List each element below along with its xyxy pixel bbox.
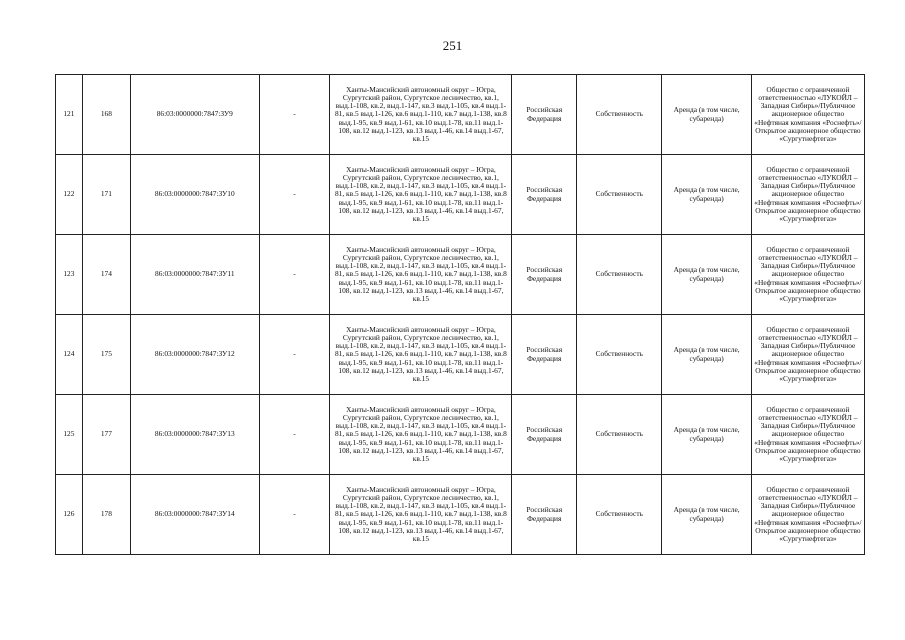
cadastral-number: 86:03:0000000:7847:ЗУ14 bbox=[131, 475, 259, 555]
plot-address: Ханты-Мансийский автономный округ – Югра, Сургутский район, Сургутское лесничество, кв.1, выд.1-108, кв.2, выд.1-147, кв.3 выд.1-105, кв.4 выд.1-81, кв.5 выд.1-126, кв.6 выд.1-110, кв.7 выд.1-138, кв.8 выд.1-95, кв.9 выд.1-61, кв.10 выд.1-78, кв.11 выд.1-108, кв.12 выд.1-123, кв.13 выд.1-46, кв.14 выд.1-67, кв.15 bbox=[330, 155, 512, 235]
table-row bbox=[56, 155, 865, 235]
row-number: 122 bbox=[56, 155, 83, 235]
page-number: 251 bbox=[442, 38, 463, 53]
cadastral-number: 86:03:0000000:7847:ЗУ9 bbox=[131, 75, 259, 155]
encumbrance-type: Аренда (в том числе, субаренда) bbox=[662, 155, 751, 235]
owner: Российская Федерация bbox=[512, 235, 577, 315]
row-number: 126 bbox=[56, 475, 83, 555]
area-value: - bbox=[259, 395, 330, 475]
right-type: Собственность bbox=[577, 235, 662, 315]
plot-address: Ханты-Мансийский автономный округ – Югра, Сургутский район, Сургутское лесничество, кв.1, выд.1-108, кв.2, выд.1-147, кв.3 выд.1-105, кв.4 выд.1-81, кв.5 выд.1-126, кв.6 выд.1-110, кв.7 выд.1-138, кв.8 выд.1-95, кв.9 выд.1-61, кв.10 выд.1-78, кв.11 выд.1-108, кв.12 выд.1-123, кв.13 выд.1-46, кв.14 выд.1-67, кв.15 bbox=[330, 475, 512, 555]
plot-address: Ханты-Мансийский автономный округ – Югра, Сургутский район, Сургутское лесничество, кв.1, выд.1-108, кв.2, выд.1-147, кв.3 выд.1-105, кв.4 выд.1-81, кв.5 выд.1-126, кв.6 выд.1-110, кв.7 выд.1-138, кв.8 выд.1-95, кв.9 выд.1-61, кв.10 выд.1-78, кв.11 выд.1-108, кв.12 выд.1-123, кв.13 выд.1-46, кв.14 выд.1-67, кв.15 bbox=[330, 315, 512, 395]
plot-address: Ханты-Мансийский автономный округ – Югра, Сургутский район, Сургутское лесничество, кв.1, выд.1-108, кв.2, выд.1-147, кв.3 выд.1-105, кв.4 выд.1-81, кв.5 выд.1-126, кв.6 выд.1-110, кв.7 выд.1-138, кв.8 выд.1-95, кв.9 выд.1-61, кв.10 выд.1-78, кв.11 выд.1-108, кв.12 выд.1-123, кв.13 выд.1-46, кв.14 выд.1-67, кв.15 bbox=[330, 235, 512, 315]
table-row bbox=[56, 235, 865, 315]
area-value: - bbox=[259, 475, 330, 555]
cadastral-number: 86:03:0000000:7847:ЗУ11 bbox=[131, 235, 259, 315]
right-holder: Общество с ограниченной ответственностью «ЛУКОЙЛ – Западная Сибирь»/Публичное акционерное общество «Нефтяная компания «Роснефть»/Открытое акционерное общество «Сургутнефтегаз» bbox=[751, 395, 864, 475]
right-holder: Общество с ограниченной ответственностью «ЛУКОЙЛ – Западная Сибирь»/Публичное акционерное общество «Нефтяная компания «Роснефть»/Открытое акционерное общество «Сургутнефтегаз» bbox=[751, 475, 864, 555]
row-number: 124 bbox=[56, 315, 83, 395]
area-value: - bbox=[259, 315, 330, 395]
encumbrance-type: Аренда (в том числе, субаренда) bbox=[662, 315, 751, 395]
table-row bbox=[56, 315, 865, 395]
plot-id: 171 bbox=[82, 155, 130, 235]
plot-id: 178 bbox=[82, 475, 130, 555]
right-holder: Общество с ограниченной ответственностью «ЛУКОЙЛ – Западная Сибирь»/Публичное акционерное общество «Нефтяная компания «Роснефть»/Открытое акционерное общество «Сургутнефтегаз» bbox=[751, 75, 864, 155]
plot-address: Ханты-Мансийский автономный округ – Югра, Сургутский район, Сургутское лесничество, кв.1, выд.1-108, кв.2, выд.1-147, кв.3 выд.1-105, кв.4 выд.1-81, кв.5 выд.1-126, кв.6 выд.1-110, кв.7 выд.1-138, кв.8 выд.1-95, кв.9 выд.1-61, кв.10 выд.1-78, кв.11 выд.1-108, кв.12 выд.1-123, кв.13 выд.1-46, кв.14 выд.1-67, кв.15 bbox=[330, 75, 512, 155]
plot-id: 175 bbox=[82, 315, 130, 395]
plot-id: 174 bbox=[82, 235, 130, 315]
row-number: 121 bbox=[56, 75, 83, 155]
owner: Российская Федерация bbox=[512, 315, 577, 395]
owner: Российская Федерация bbox=[512, 395, 577, 475]
plot-id: 168 bbox=[82, 75, 130, 155]
owner: Российская Федерация bbox=[512, 75, 577, 155]
right-type: Собственность bbox=[577, 155, 662, 235]
right-holder: Общество с ограниченной ответственностью «ЛУКОЙЛ – Западная Сибирь»/Публичное акционерное общество «Нефтяная компания «Роснефть»/Открытое акционерное общество «Сургутнефтегаз» bbox=[751, 315, 864, 395]
plot-address: Ханты-Мансийский автономный округ – Югра, Сургутский район, Сургутское лесничество, кв.1, выд.1-108, кв.2, выд.1-147, кв.3 выд.1-105, кв.4 выд.1-81, кв.5 выд.1-126, кв.6 выд.1-110, кв.7 выд.1-138, кв.8 выд.1-95, кв.9 выд.1-61, кв.10 выд.1-78, кв.11 выд.1-108, кв.12 выд.1-123, кв.13 выд.1-46, кв.14 выд.1-67, кв.15 bbox=[330, 395, 512, 475]
encumbrance-type: Аренда (в том числе, субаренда) bbox=[662, 395, 751, 475]
area-value: - bbox=[259, 235, 330, 315]
plot-id: 177 bbox=[82, 395, 130, 475]
cadastral-number: 86:03:0000000:7847:ЗУ13 bbox=[131, 395, 259, 475]
owner: Российская Федерация bbox=[512, 475, 577, 555]
area-value: - bbox=[259, 75, 330, 155]
right-holder: Общество с ограниченной ответственностью «ЛУКОЙЛ – Западная Сибирь»/Публичное акционерное общество «Нефтяная компания «Роснефть»/Открытое акционерное общество «Сургутнефтегаз» bbox=[751, 155, 864, 235]
owner: Российская Федерация bbox=[512, 155, 577, 235]
table-row bbox=[56, 75, 865, 155]
right-type: Собственность bbox=[577, 315, 662, 395]
table-row bbox=[56, 395, 865, 475]
row-number: 123 bbox=[56, 235, 83, 315]
right-type: Собственность bbox=[577, 395, 662, 475]
cadastral-number: 86:03:0000000:7847:ЗУ10 bbox=[131, 155, 259, 235]
encumbrance-type: Аренда (в том числе, субаренда) bbox=[662, 235, 751, 315]
area-value: - bbox=[259, 155, 330, 235]
right-type: Собственность bbox=[577, 475, 662, 555]
land-plot-table bbox=[55, 74, 865, 555]
encumbrance-type: Аренда (в том числе, субаренда) bbox=[662, 475, 751, 555]
encumbrance-type: Аренда (в том числе, субаренда) bbox=[662, 75, 751, 155]
right-holder: Общество с ограниченной ответственностью «ЛУКОЙЛ – Западная Сибирь»/Публичное акционерное общество «Нефтяная компания «Роснефть»/Открытое акционерное общество «Сургутнефтегаз» bbox=[751, 235, 864, 315]
row-number: 125 bbox=[56, 395, 83, 475]
right-type: Собственность bbox=[577, 75, 662, 155]
cadastral-number: 86:03:0000000:7847:ЗУ12 bbox=[131, 315, 259, 395]
table-row bbox=[56, 475, 865, 555]
